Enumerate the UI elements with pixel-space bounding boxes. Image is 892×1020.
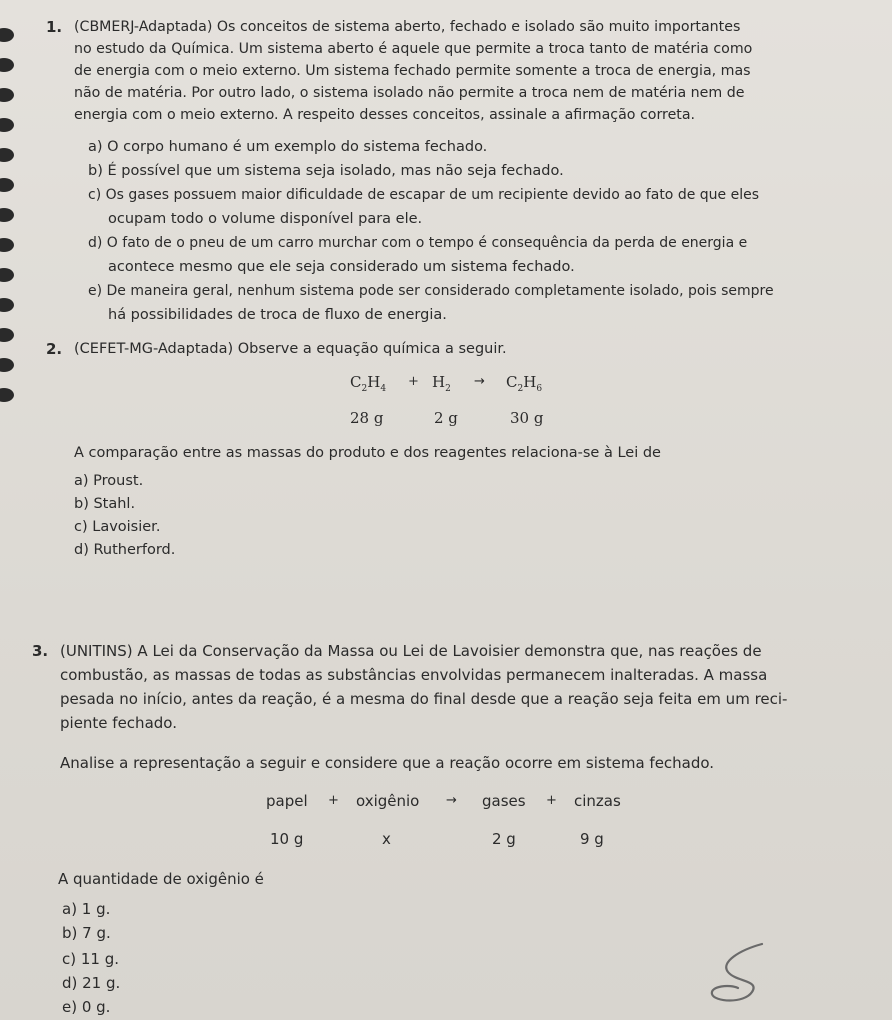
question-1-option-d-cont: acontece mesmo que ele seja considerado um sistema fechado. [108,259,575,275]
question-2-stem: (CEFET-MG-Adaptada) Observe a equação química a seguir. [74,341,507,357]
binder-hole [0,58,14,72]
reagent-hydrogen: $H_2$ [432,373,451,394]
mass-ethane: 30 g [510,409,544,427]
binder-hole [0,238,14,252]
question-1-option-e: e) De maneira geral, nenhum sistema pode ser considerado completamente isolado, pois sempre [88,283,774,299]
binder-hole [0,268,14,282]
binder-hole [0,178,14,192]
question-1-stem-line: não de matéria. Por outro lado, o sistema isolado não permite a troca nem de matéria nem de [74,85,745,101]
binder-hole [0,388,14,402]
plus-sign: + [546,793,557,808]
binder-holes [0,0,20,420]
question-3-prompt: A quantidade de oxigênio é [58,870,264,888]
binder-hole [0,208,14,222]
binder-hole [0,88,14,102]
reagent-ethene: $C_2H_4$ [350,373,387,394]
mass-oxygen: x [382,830,391,848]
question-2-option-a: a) Proust. [74,473,144,489]
mass-hydrogen: 2 g [434,409,458,427]
binder-hole [0,118,14,132]
question-1-option-c-cont: ocupam todo o volume disponível para ele. [108,211,423,227]
plus-sign: + [408,374,419,389]
question-3-option-a: a) 1 g. [62,900,111,918]
question-1-option-b: b) É possível que um sistema seja isolado, mas não seja fechado. [88,163,564,179]
mass-ashes: 9 g [580,830,604,848]
question-1-option-e-cont: há possibilidades de troca de fluxo de energia. [108,307,447,323]
question-2-option-c: c) Lavoisier. [74,519,161,535]
question-3-stem-line: piente fechado. [60,714,177,732]
question-3-number: 3. [32,642,49,660]
product-gases: gases [482,792,526,810]
product-ethane: $C_2H_6$ [506,373,543,394]
mass-ethene: 28 g [350,409,384,427]
mass-paper: 10 g [270,830,304,848]
plus-sign: + [328,793,339,808]
question-3-option-d: d) 21 g. [62,974,121,992]
question-3-instruction: Analise a representação a seguir e considere que a reação ocorre em sistema fechado. [60,754,715,772]
question-3-stem-line: (UNITINS) A Lei da Conservação da Massa ou Lei de Lavoisier demonstra que, nas reações de [60,642,762,660]
question-1-option-a: a) O corpo humano é um exemplo do sistema fechado. [88,139,488,155]
pencil-scribble [700,940,780,1010]
question-1-stem-line: (CBMERJ-Adaptada) Os conceitos de sistema aberto, fechado e isolado são muito importantes [74,19,741,35]
question-1-option-d: d) O fato de o pneu de um carro murchar com o tempo é consequência da perda de energia e [88,235,748,251]
mass-gases: 2 g [492,830,516,848]
binder-hole [0,28,14,42]
reactant-paper: papel [266,792,308,810]
question-2-prompt: A comparação entre as massas do produto e dos reagentes relaciona-se à Lei de [74,445,661,461]
question-3-option-e: e) 0 g. [62,998,111,1016]
question-3-stem-line: pesada no início, antes da reação, é a mesma do final desde que a reação seja feita em um reci- [60,690,788,708]
question-1-number: 1. [46,18,63,36]
question-1-stem-line: de energia com o meio externo. Um sistema fechado permite somente a troca de energia, mas [74,63,751,79]
question-1-option-c: c) Os gases possuem maior dificuldade de escapar de um recipiente devido ao fato de que eles [88,187,760,203]
question-1-stem-line: energia com o meio externo. A respeito desses conceitos, assinale a afirmação correta. [74,107,696,123]
question-3-stem-line: combustão, as massas de todas as substâncias envolvidas permanecem inalteradas. A massa [60,666,768,684]
question-3-option-c: c) 11 g. [62,950,120,968]
reactant-oxygen: oxigênio [356,792,420,810]
binder-hole [0,298,14,312]
question-2-number: 2. [46,340,63,358]
reaction-arrow: → [446,793,457,808]
binder-hole [0,358,14,372]
question-1-stem-line: no estudo da Química. Um sistema aberto é aquele que permite a troca tanto de matéria como [74,41,753,57]
question-2-option-b: b) Stahl. [74,496,136,512]
binder-hole [0,148,14,162]
question-2-option-d: d) Rutherford. [74,542,176,558]
product-ashes: cinzas [574,792,621,810]
reaction-arrow: → [474,374,485,389]
question-3-option-b: b) 7 g. [62,924,111,942]
binder-hole [0,328,14,342]
